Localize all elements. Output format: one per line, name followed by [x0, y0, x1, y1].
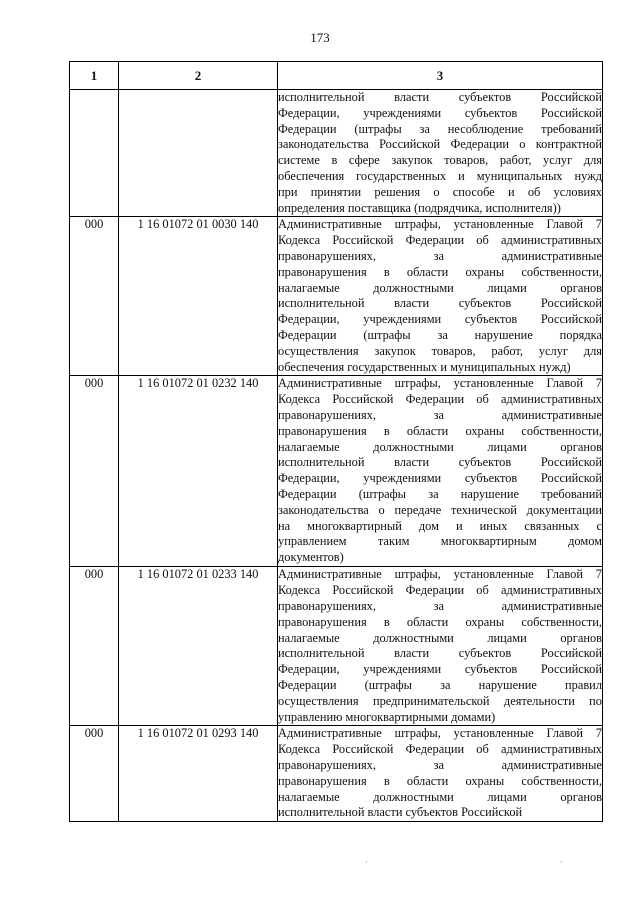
description-line: налагаемые должностными лицами органов [278, 630, 602, 645]
description-line: Федерации, учреждениями субъектов Российской [278, 312, 602, 327]
budget-code-cell: 1 16 01072 01 0293 140 [119, 726, 278, 822]
description-line: налагаемые должностными лицами органов [278, 280, 602, 295]
description-line: исполнительной власти субъектов Российской [278, 805, 523, 820]
description-line: Федерации, учреждениями субъектов Российской [278, 471, 602, 486]
description-line: исполнительной власти субъектов Российской [278, 455, 602, 470]
description-line: правонарушения в области охраны собственности, [278, 614, 602, 629]
header-col-1: 1 [70, 62, 119, 90]
description-line: управлением таким многоквартирным домом [278, 534, 602, 549]
description-line: Административные штрафы, установленные Главой 7 [278, 567, 602, 582]
admin-code-cell: 000 [70, 376, 119, 567]
description-line: обеспечения государственных и муниципальных нужд [278, 168, 602, 183]
description-line: Федерации (штрафы за несоблюдение требований [278, 121, 602, 136]
page-number: 173 [310, 30, 330, 45]
scan-mark: · [560, 858, 563, 867]
document-table [69, 61, 603, 822]
description-line: правонарушения в области охраны собственности, [278, 264, 602, 279]
description-line: правонарушения в области охраны собственности, [278, 423, 602, 438]
description-line: законодательства о передаче технической документации [278, 502, 602, 517]
description-line: Федерации (штрафы за нарушение правил [278, 677, 602, 692]
budget-code-cell [119, 90, 278, 217]
description-line: обеспечения государственных и муниципальных нужд) [278, 359, 571, 374]
description-cell [278, 90, 603, 217]
description-line: Федерации (штрафы за нарушение требований [278, 486, 602, 501]
description-line: Кодекса Российской Федерации об административных [278, 233, 602, 248]
description-line: на многоквартирный дом и иных связанных с [278, 518, 602, 533]
description-line: исполнительной власти субъектов Российской [278, 646, 602, 661]
description-line: исполнительной власти субъектов Российской [278, 296, 602, 311]
description-line: законодательства Российской Федерации о контрактной [278, 137, 602, 152]
table-row [70, 90, 603, 217]
description-line: правонарушения в области охраны собственности, [278, 773, 602, 788]
description-line: системе в сфере закупок товаров, работ, услуг для [278, 153, 602, 168]
description-cell [278, 376, 603, 567]
admin-code-cell: 000 [70, 726, 119, 822]
admin-code-cell: 000 [70, 567, 119, 726]
description-line: налагаемые должностными лицами органов [278, 439, 602, 454]
description-line: Федерации, учреждениями субъектов Российской [278, 662, 602, 677]
scan-mark: · [365, 858, 368, 867]
table-row [70, 726, 603, 822]
description-line: Кодекса Российской Федерации об административных [278, 742, 602, 757]
description-line: исполнительной власти субъектов Российской [278, 90, 602, 104]
description-line: осуществления закупок товаров, работ, услуг для [278, 343, 602, 358]
budget-code-cell: 1 16 01072 01 0030 140 [119, 217, 278, 376]
description-line: правонарушениях, за административные [278, 248, 602, 263]
table-row [70, 567, 603, 726]
description-line: документов) [278, 550, 344, 565]
description-line: правонарушениях, за административные [278, 757, 602, 772]
description-line: Федерации (штрафы за нарушение порядка [278, 327, 602, 342]
table-header-row [70, 62, 603, 90]
table-body [70, 90, 603, 822]
admin-code-cell: 000 [70, 217, 119, 376]
description-cell [278, 726, 603, 822]
description-line: Кодекса Российской Федерации об административных [278, 583, 602, 598]
description-line: правонарушениях, за административные [278, 598, 602, 613]
table-row [70, 217, 603, 376]
description-line: Административные штрафы, установленные Главой 7 [278, 376, 602, 391]
description-line: налагаемые должностными лицами органов [278, 789, 602, 804]
description-line: при принятии решения о способе и об условиях [278, 184, 602, 199]
budget-code-cell: 1 16 01072 01 0232 140 [119, 376, 278, 567]
description-cell [278, 217, 603, 376]
table-row [70, 376, 603, 567]
admin-code-cell [70, 90, 119, 217]
budget-code-cell: 1 16 01072 01 0233 140 [119, 567, 278, 726]
description-line: Административные штрафы, установленные Главой 7 [278, 217, 602, 232]
header-col-3: 3 [278, 62, 603, 90]
description-cell [278, 567, 603, 726]
description-line: Федерации, учреждениями субъектов Российской [278, 105, 602, 120]
description-line: осуществления предпринимательской деятельности по [278, 693, 602, 708]
description-line: Административные штрафы, установленные Главой 7 [278, 726, 602, 741]
description-line: управлению многоквартирными домами) [278, 709, 496, 724]
header-col-2: 2 [119, 62, 278, 90]
description-line: определения поставщика (подрядчика, исполнителя)) [278, 200, 561, 215]
description-line: правонарушениях, за административные [278, 407, 602, 422]
description-line: Кодекса Российской Федерации об административных [278, 392, 602, 407]
